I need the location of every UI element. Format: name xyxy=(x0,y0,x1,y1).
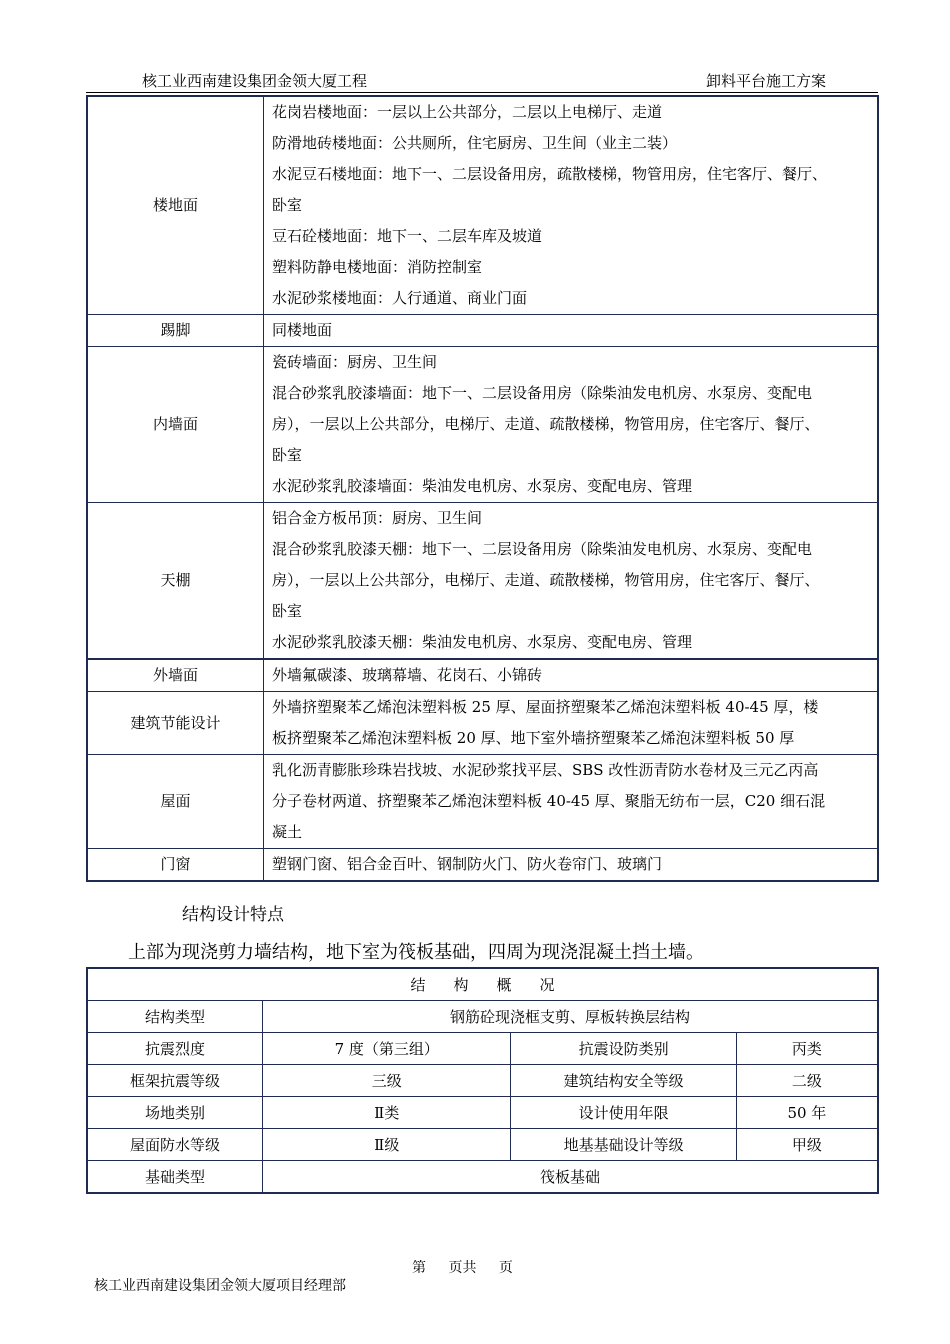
row-label: 楼地面 xyxy=(87,96,264,315)
section-title: 结构设计特点 xyxy=(182,905,284,925)
table-row xyxy=(87,755,878,849)
content-line: 豆石砼楼地面：地下一、二层车库及坡道 xyxy=(272,227,543,245)
cell-value: 丙类 xyxy=(736,1033,878,1065)
header-rule xyxy=(86,92,878,93)
row-label: 天棚 xyxy=(87,503,264,660)
content-line: 卧室 xyxy=(272,196,303,214)
foundation-value: 筏板基础 xyxy=(263,1161,878,1194)
table-row xyxy=(87,1001,878,1033)
content-line: 防滑地砖楼地面：公共厕所，住宅厨房、卫生间（业主二装） xyxy=(272,134,678,152)
content-line: 混合砂浆乳胶漆墙面：地下一、二层设备用房（除柴油发电机房、水泵房、变配电 xyxy=(272,384,813,402)
row-label: 屋面 xyxy=(87,755,264,849)
table-row xyxy=(87,659,878,692)
section-text: 上部为现浇剪力墙结构，地下室为筏板基础，四周为现浇混凝土挡土墙。 xyxy=(128,942,704,963)
cell-value: Ⅱ类 xyxy=(263,1097,511,1129)
content-line: 瓷砖墙面：厨房、卫生间 xyxy=(272,353,438,371)
content-line: 分子卷材两道、挤塑聚苯乙烯泡沫塑料板 40-45 厚、聚脂无纺布一层，C20 细石混 xyxy=(272,792,826,810)
row-content xyxy=(264,503,879,660)
content-line: 水泥豆石楼地面：地下一、二层设备用房，疏散楼梯，物管用房，住宅客厅、餐厅、 xyxy=(272,165,828,183)
content-line: 水泥砂浆乳胶漆天棚：柴油发电机房、水泵房、变配电房、管理 xyxy=(272,633,693,651)
row-content xyxy=(264,96,879,315)
row-content xyxy=(264,315,879,347)
table-row xyxy=(87,849,878,882)
content-line: 房），一层以上公共部分，电梯厅、走道、疏散楼梯，物管用房，住宅客厅、餐厅、 xyxy=(272,571,820,589)
project-name: 核工业西南建设集团金领大厦工程 xyxy=(142,72,368,90)
cell-value: 二级 xyxy=(736,1065,878,1097)
structure-caption: 结构概况 xyxy=(87,968,878,1001)
table-row xyxy=(87,692,878,755)
content-line: 乳化沥青膨胀珍珠岩找坡、水泥砂浆找平层、SBS 改性沥青防水卷材及三元乙丙高 xyxy=(272,761,819,779)
row-content xyxy=(264,659,879,692)
finish-table xyxy=(86,95,879,882)
content-line: 塑钢门窗、铝合金百叶、钢制防火门、防火卷帘门、玻璃门 xyxy=(272,855,663,873)
structure-table xyxy=(86,967,879,1194)
cell-label: 建筑结构安全等级 xyxy=(511,1065,736,1097)
table-row xyxy=(87,315,878,347)
cell-label: 地基基础设计等级 xyxy=(511,1129,736,1161)
structure-type-label: 结构类型 xyxy=(87,1001,263,1033)
foundation-label: 基础类型 xyxy=(87,1161,263,1194)
content-line: 塑料防静电楼地面：消防控制室 xyxy=(272,258,483,276)
content-line: 凝土 xyxy=(272,823,303,841)
content-line: 外墙挤塑聚苯乙烯泡沫塑料板 25 厚、屋面挤塑聚苯乙烯泡沫塑料板 40-45 厚，楼 xyxy=(272,698,819,716)
content-line: 房），一层以上公共部分，电梯厅、走道、疏散楼梯，物管用房，住宅客厅、餐厅、 xyxy=(272,415,820,433)
content-line: 水泥砂浆乳胶漆墙面：柴油发电机房、水泵房、变配电房、管理 xyxy=(272,477,693,495)
row-label: 踢脚 xyxy=(87,315,264,347)
content-line: 同楼地面 xyxy=(272,321,333,339)
cell-label: 抗震设防类别 xyxy=(511,1033,736,1065)
table-row xyxy=(87,1065,878,1097)
cell-value: 甲级 xyxy=(736,1129,878,1161)
document-title: 卸料平台施工方案 xyxy=(705,72,826,90)
cell-label: 场地类别 xyxy=(87,1097,263,1129)
table-row xyxy=(87,1033,878,1065)
content-line: 花岗岩楼地面：一层以上公共部分，二层以上电梯厅、走道 xyxy=(272,103,663,121)
content-line: 铝合金方板吊顶：厨房、卫生间 xyxy=(272,509,483,527)
cell-label: 抗震烈度 xyxy=(87,1033,263,1065)
table-row xyxy=(87,1161,878,1194)
row-label: 门窗 xyxy=(87,849,264,882)
row-content xyxy=(264,849,879,882)
content-line: 卧室 xyxy=(272,446,303,464)
row-label: 建筑节能设计 xyxy=(87,692,264,755)
content-line: 混合砂浆乳胶漆天棚：地下一、二层设备用房（除柴油发电机房、水泵房、变配电 xyxy=(272,540,813,558)
content-line: 板挤塑聚苯乙烯泡沫塑料板 20 厚、地下室外墙挤塑聚苯乙烯泡沫塑料板 50 厚 xyxy=(272,729,795,747)
row-label: 内墙面 xyxy=(87,347,264,503)
cell-label: 框架抗震等级 xyxy=(87,1065,263,1097)
page-number: 第 页共 页 xyxy=(412,1260,513,1276)
cell-value: 7 度（第三组） xyxy=(263,1033,511,1065)
content-line: 外墙氟碳漆、玻璃幕墙、花岗石、小锦砖 xyxy=(272,666,543,684)
cell-value: 三级 xyxy=(263,1065,511,1097)
structure-type-value: 钢筋砼现浇框支剪、厚板转换层结构 xyxy=(263,1001,878,1033)
content-line: 卧室 xyxy=(272,602,303,620)
row-content xyxy=(264,755,879,849)
row-content xyxy=(264,692,879,755)
cell-value: Ⅱ级 xyxy=(263,1129,511,1161)
row-label: 外墙面 xyxy=(87,659,264,692)
footer-organization: 核工业西南建设集团金领大厦项目经理部 xyxy=(94,1278,346,1294)
cell-label: 设计使用年限 xyxy=(511,1097,736,1129)
table-row xyxy=(87,96,878,315)
table-row xyxy=(87,347,878,503)
table-row xyxy=(87,503,878,660)
table-row xyxy=(87,1129,878,1161)
page-header xyxy=(86,66,878,92)
cell-value: 50 年 xyxy=(736,1097,878,1129)
row-content xyxy=(264,347,879,503)
structure-caption-row xyxy=(87,968,878,1001)
cell-label: 屋面防水等级 xyxy=(87,1129,263,1161)
table-row xyxy=(87,1097,878,1129)
content-line: 水泥砂浆楼地面：人行通道、商业门面 xyxy=(272,289,528,307)
